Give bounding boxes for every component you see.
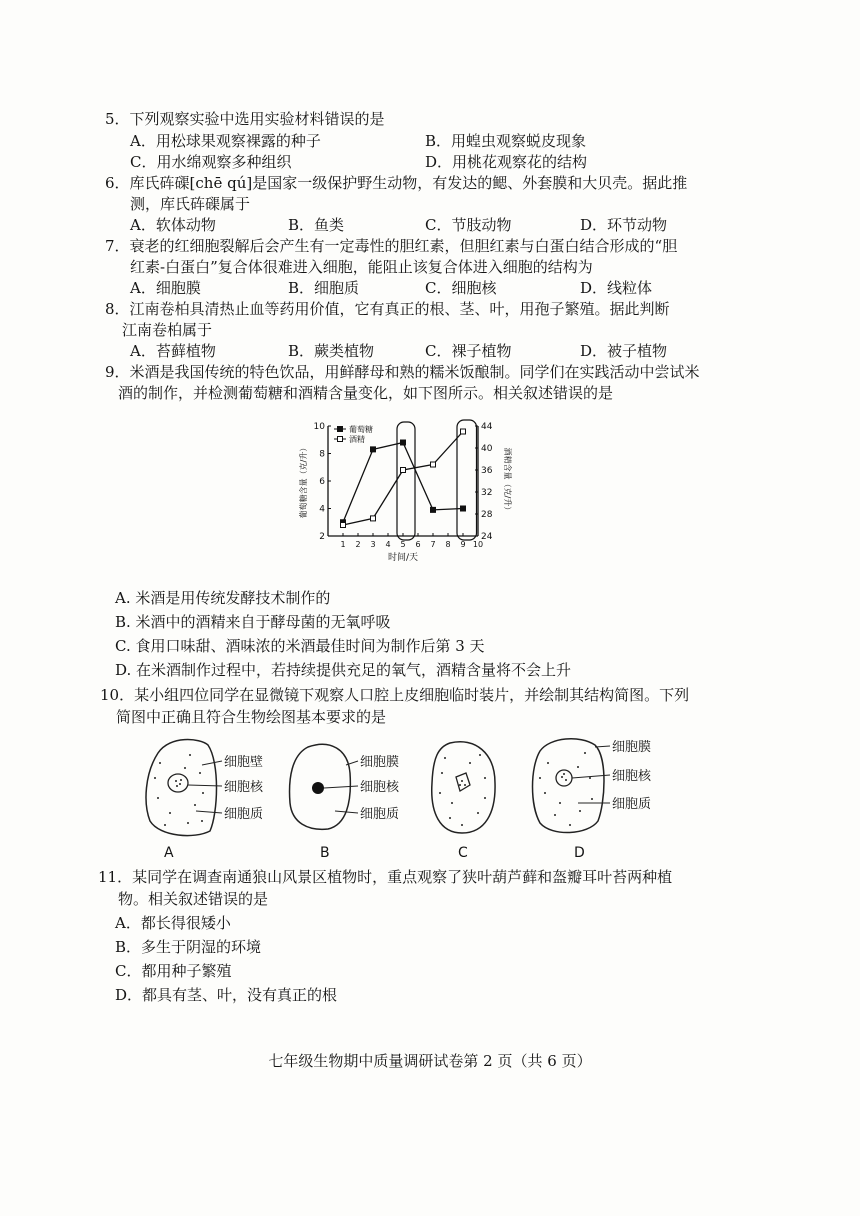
question-6-stem-line-2: 测，库氏砗磲属于 xyxy=(130,195,251,213)
fermentation-chart xyxy=(300,412,510,572)
cell-diagrams xyxy=(140,733,680,863)
cell-diagram-c xyxy=(432,742,495,861)
question-11-option-a: A．都长得很矮小 xyxy=(115,914,231,932)
series-1-point xyxy=(371,447,376,452)
question-10-stem-line-1: 10．某小组四位同学在显微镜下观察人口腔上皮细胞临时装片，并绘制其结构简图。下列 xyxy=(100,686,690,704)
cell-d-label-3: 细胞质 xyxy=(612,797,652,812)
series-2-point xyxy=(431,462,436,467)
question-7-option-b: B．细胞质 xyxy=(288,279,360,297)
question-8-option-c: C．裸子植物 xyxy=(425,342,512,360)
x-tick-label: 4 xyxy=(385,540,391,549)
question-6-option-b: B．鱼类 xyxy=(288,216,345,234)
cell-b-label-2: 细胞核 xyxy=(360,780,400,795)
question-9-option-d: D. 在米酒制作过程中，若持续提供充足的氧气，酒精含量将不会上升 xyxy=(115,661,572,679)
question-8-stem-line-1: 8．江南卷柏具清热止血等药用价值，它有真正的根、茎、叶，用孢子繁殖。据此判断 xyxy=(105,300,670,318)
question-11-option-d: D．都具有茎、叶，没有真正的根 xyxy=(115,986,338,1004)
y-right-tick-label: 44 xyxy=(481,422,493,432)
question-10-stem-line-2: 简图中正确且符合生物绘图基本要求的是 xyxy=(116,708,387,726)
cell-a-label-3: 细胞质 xyxy=(224,807,264,822)
y-right-axis-label: 酒精含量（克/升） xyxy=(503,447,512,515)
series-1-point xyxy=(431,507,436,512)
question-11-option-b: B．多生于阴湿的环境 xyxy=(115,938,262,956)
cell-diagram-d xyxy=(533,739,653,861)
y-left-tick-label: 6 xyxy=(319,477,325,487)
question-8-option-a: A．苔藓植物 xyxy=(130,342,216,360)
question-11-stem-line-2: 物。相关叙述错误的是 xyxy=(118,890,269,908)
cell-a-letter: A xyxy=(164,845,174,861)
x-tick-label: 9 xyxy=(460,540,466,549)
x-tick-label: 5 xyxy=(400,540,406,549)
legend-marker-2 xyxy=(338,437,343,442)
series-line-1 xyxy=(343,443,463,523)
x-tick-label: 2 xyxy=(355,540,361,549)
y-right-tick-label: 36 xyxy=(481,466,493,476)
x-tick-label: 8 xyxy=(445,540,451,549)
question-7-option-c: C．细胞核 xyxy=(425,279,497,297)
question-9-stem-line-2: 酒的制作，并检测葡萄糖和酒精含量变化，如下图所示。相关叙述错误的是 xyxy=(118,384,614,402)
question-5-option-d: D．用桃花观察花的结构 xyxy=(425,153,588,171)
question-9-option-b: B. 米酒中的酒精来自于酵母菌的无氧呼吸 xyxy=(115,613,391,631)
question-8-option-d: D．被子植物 xyxy=(580,342,668,360)
y-left-axis-label: 葡萄糖含量（克/升） xyxy=(299,443,308,519)
question-5-option-b: B．用蝗虫观察蜕皮现象 xyxy=(425,132,587,150)
question-5-option-c: C．用水绵观察多种组织 xyxy=(130,153,292,171)
y-left-tick-label: 4 xyxy=(319,504,325,515)
y-left-tick-label: 2 xyxy=(319,532,325,542)
y-right-tick-label: 32 xyxy=(481,488,493,498)
series-1-point xyxy=(401,440,406,445)
y-left-tick-label: 8 xyxy=(319,449,325,460)
cell-diagram-b xyxy=(290,744,400,861)
cell-a-label-1: 细胞壁 xyxy=(224,755,264,770)
series-1-point xyxy=(461,506,466,511)
question-8-stem-line-2: 江南卷柏属于 xyxy=(122,321,213,339)
y-left-tick-label: 10 xyxy=(313,422,325,432)
question-5-option-a: A．用松球果观察裸露的种子 xyxy=(130,132,321,150)
cell-c-letter: C xyxy=(458,845,468,861)
cell-diagram-a xyxy=(146,740,264,861)
question-6-option-a: A．软体动物 xyxy=(130,216,216,234)
legend-label-2: 酒精 xyxy=(349,435,365,444)
cell-a-label-2: 细胞核 xyxy=(224,780,264,795)
question-6-option-d: D．环节动物 xyxy=(580,216,668,234)
question-5-stem: 5．下列观察实验中选用实验材料错误的是 xyxy=(105,110,385,128)
cell-diagrams-svg xyxy=(140,733,680,863)
question-7-stem-line-2: 红素-白蛋白”复合体很难进入细胞，能阻止该复合体进入细胞的结构为 xyxy=(130,258,593,276)
question-11-stem-line-1: 11．某同学在调查南通狼山风景区植物时，重点观察了狭叶葫芦藓和盔瓣耳叶苔两种植 xyxy=(98,868,673,886)
question-7-stem-line-1: 7．衰老的红细胞裂解后会产生有一定毒性的胆红素，但胆红素与白蛋白结合形成的“胆 xyxy=(105,237,678,255)
question-6-stem-line-1: 6．库氏砗磲[chē qú]是国家一级保护野生动物，有发达的鳃、外套膜和大贝壳。据此推 xyxy=(105,174,688,192)
question-7-option-d: D．线粒体 xyxy=(580,279,653,297)
x-tick-label: 10 xyxy=(472,540,484,549)
cell-b-label-1: 细胞膜 xyxy=(360,755,400,770)
legend-marker-1 xyxy=(338,427,343,432)
question-6-option-c: C．节肢动物 xyxy=(425,216,512,234)
series-2-point xyxy=(341,523,346,528)
y-right-tick-label: 40 xyxy=(481,444,493,454)
cell-d-letter: D xyxy=(574,845,585,861)
question-9-stem-line-1: 9．米酒是我国传统的特色饮品，用鲜酵母和熟的糯米饭酿制。同学们在实践活动中尝试米 xyxy=(105,363,700,381)
legend-label-1: 葡萄糖 xyxy=(349,425,373,434)
highlight-box-day9 xyxy=(457,420,477,540)
y-right-tick-label: 24 xyxy=(481,532,493,542)
page-footer: 七年级生物期中质量调研试卷第 2 页（共 6 页） xyxy=(268,1052,592,1070)
series-2-point xyxy=(371,516,376,521)
cell-d-label-1: 细胞膜 xyxy=(612,740,652,755)
question-9-option-a: A. 米酒是用传统发酵技术制作的 xyxy=(115,589,331,607)
x-tick-label: 7 xyxy=(430,540,436,549)
question-7-option-a: A．细胞膜 xyxy=(130,279,201,297)
x-tick-label: 6 xyxy=(415,540,421,549)
series-2-point xyxy=(461,429,466,434)
y-right-tick-label: 28 xyxy=(481,510,493,520)
x-tick-label: 3 xyxy=(370,540,376,549)
fermentation-chart-svg xyxy=(300,412,510,572)
question-9-option-c: C. 食用口味甜、酒味浓的米酒最佳时间为制作后第 3 天 xyxy=(115,637,485,655)
question-11-option-c: C．都用种子繁殖 xyxy=(115,962,232,980)
question-8-option-b: B．蕨类植物 xyxy=(288,342,375,360)
x-tick-label: 1 xyxy=(340,540,346,549)
cell-b-label-3: 细胞质 xyxy=(360,807,400,822)
series-2-point xyxy=(401,468,406,473)
cell-d-label-2: 细胞核 xyxy=(612,769,652,784)
cell-b-letter: B xyxy=(320,845,330,861)
x-axis-label: 时间/天 xyxy=(387,553,419,563)
